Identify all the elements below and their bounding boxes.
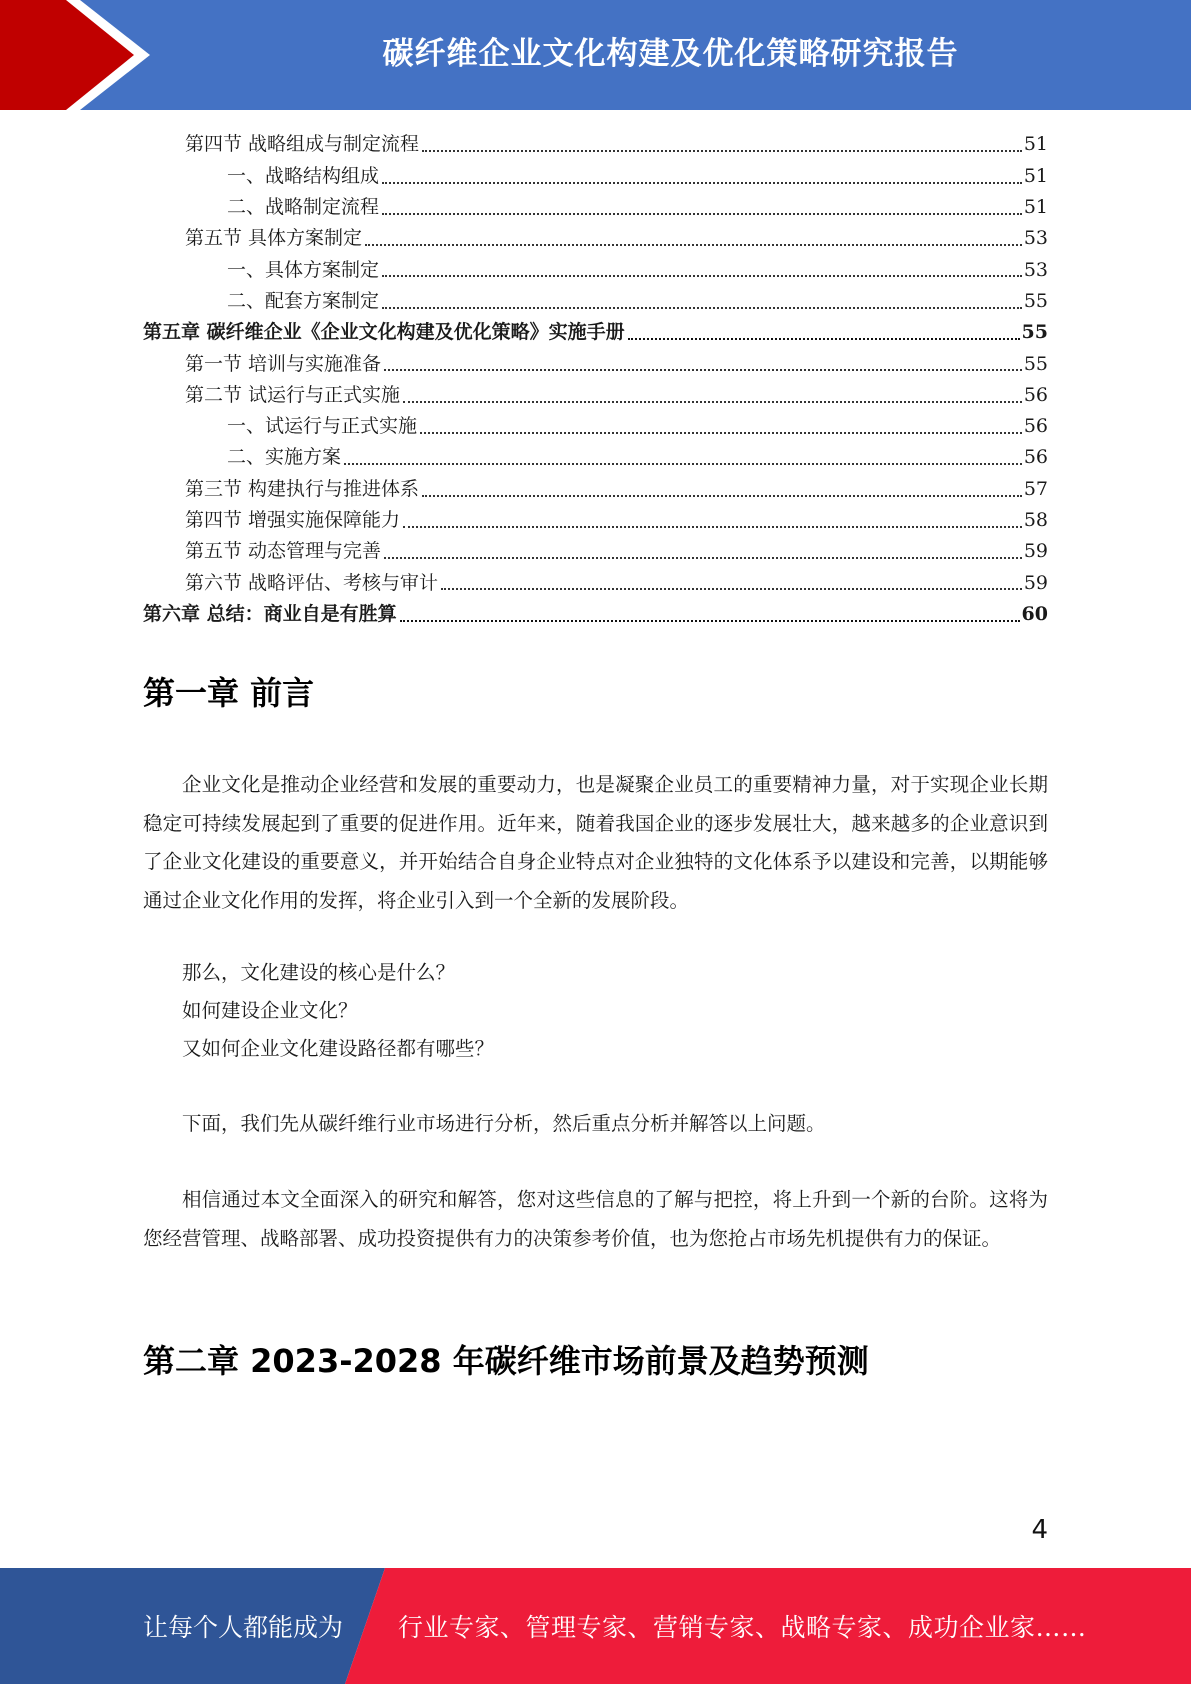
toc-entry-page: 55 bbox=[1021, 321, 1048, 344]
toc-entry-label: 二、战略制定流程 bbox=[227, 196, 380, 219]
table-of-contents bbox=[143, 128, 1048, 629]
toc-entry-label: 第五节 具体方案制定 bbox=[185, 227, 363, 250]
body-paragraph: 那么，文化建设的核心是什么？ bbox=[182, 961, 456, 984]
toc-entry[interactable] bbox=[143, 378, 1048, 409]
toc-entry-label: 第三节 构建执行与推进体系 bbox=[185, 477, 420, 500]
report-title: 碳纤维企业文化构建及优化策略研究报告 bbox=[382, 35, 959, 72]
toc-entry-page: 56 bbox=[1023, 415, 1048, 438]
toc-entry-label: 第一节 培训与实施准备 bbox=[185, 352, 382, 375]
toc-entry-page: 51 bbox=[1023, 133, 1048, 156]
toc-entry[interactable] bbox=[143, 284, 1048, 315]
toc-entry-page: 53 bbox=[1023, 227, 1048, 250]
toc-entry-page: 56 bbox=[1023, 446, 1048, 469]
toc-dot-leader bbox=[628, 338, 1020, 340]
toc-entry-page: 53 bbox=[1023, 258, 1048, 281]
footer-slogan-right: 行业专家、管理专家、营销专家、战略专家、成功企业家…… bbox=[398, 1613, 1087, 1642]
toc-entry-page: 59 bbox=[1023, 540, 1048, 563]
page-footer bbox=[0, 1568, 1191, 1684]
toc-entry[interactable] bbox=[143, 535, 1048, 566]
toc-entry[interactable] bbox=[143, 128, 1048, 159]
toc-entry-label: 第五节 动态管理与完善 bbox=[185, 540, 382, 563]
toc-entry-page: 51 bbox=[1023, 196, 1048, 219]
toc-entry-page: 55 bbox=[1023, 352, 1048, 375]
toc-entry-page: 55 bbox=[1023, 289, 1048, 312]
page-header bbox=[0, 0, 1191, 110]
toc-dot-leader bbox=[365, 244, 1022, 246]
footer-slogan-left: 让每个人都能成为 bbox=[143, 1613, 344, 1642]
toc-entry[interactable] bbox=[143, 191, 1048, 222]
chapter-heading: 第一章 前言 bbox=[143, 674, 315, 712]
toc-entry[interactable] bbox=[143, 566, 1048, 597]
toc-entry-label: 一、试运行与正式实施 bbox=[227, 415, 418, 438]
toc-entry-label: 第二节 试运行与正式实施 bbox=[185, 383, 401, 406]
toc-dot-leader bbox=[441, 588, 1022, 590]
toc-entry-page: 51 bbox=[1023, 164, 1048, 187]
toc-entry[interactable] bbox=[143, 222, 1048, 253]
toc-dot-leader bbox=[422, 150, 1022, 152]
toc-entry-page: 60 bbox=[1021, 602, 1048, 625]
toc-entry-page: 58 bbox=[1023, 509, 1048, 532]
toc-dot-leader bbox=[403, 401, 1022, 403]
toc-entry-page: 56 bbox=[1023, 383, 1048, 406]
toc-entry[interactable] bbox=[143, 316, 1048, 347]
toc-entry-label: 第六章 总结：商业自是有胜算 bbox=[143, 602, 397, 625]
toc-dot-leader bbox=[382, 213, 1022, 215]
toc-dot-leader bbox=[382, 307, 1022, 309]
toc-entry-label: 一、具体方案制定 bbox=[227, 258, 380, 281]
body-paragraph: 企业文化是推动企业经营和发展的重要动力，也是凝聚企业员工的重要精神力量，对于实现企业长期稳定可持续发展起到了重要的促进作用。近年来，随着我国企业的逐步发展壮大，越来越多的企业意识到了企业文化建设的重要意义，并开始结合自身企业特点对企业独特的文化体系予以建设和完善，以期能够通过企业文化作用的发挥，将企业引入到一个全新的发展阶段。 bbox=[143, 773, 1048, 912]
chapter-heading: 第二章 2023-2028 年碳纤维市场前景及趋势预测 bbox=[143, 1342, 869, 1380]
toc-dot-leader bbox=[382, 182, 1022, 184]
toc-entry-label: 第四节 战略组成与制定流程 bbox=[185, 133, 420, 156]
toc-dot-leader bbox=[384, 369, 1022, 371]
toc-entry-label: 第四节 增强实施保障能力 bbox=[185, 509, 401, 532]
toc-dot-leader bbox=[403, 526, 1022, 528]
body-paragraph: 又如何企业文化建设路径都有哪些？ bbox=[182, 1037, 495, 1060]
toc-entry[interactable] bbox=[143, 472, 1048, 503]
toc-dot-leader bbox=[344, 463, 1022, 465]
toc-entry[interactable] bbox=[143, 253, 1048, 284]
toc-dot-leader bbox=[400, 620, 1020, 622]
toc-entry-page: 57 bbox=[1023, 477, 1048, 500]
toc-entry-label: 二、配套方案制定 bbox=[227, 289, 380, 312]
toc-entry-page: 59 bbox=[1023, 571, 1048, 594]
toc-entry[interactable] bbox=[143, 347, 1048, 378]
body-paragraph: 相信通过本文全面深入的研究和解答，您对这些信息的了解与把控，将上升到一个新的台阶。这将为您经营管理、战略部署、成功投资提供有力的决策参考价值，也为您抢占市场先机提供有力的保证。 bbox=[143, 1188, 1048, 1250]
toc-entry[interactable] bbox=[143, 410, 1048, 441]
toc-entry[interactable] bbox=[143, 441, 1048, 472]
body-paragraph: 下面，我们先从碳纤维行业市场进行分析，然后重点分析并解答以上问题。 bbox=[182, 1112, 826, 1135]
toc-entry-label: 第五章 碳纤维企业《企业文化构建及优化策略》实施手册 bbox=[143, 321, 625, 344]
body-paragraph: 如何建设企业文化？ bbox=[182, 999, 358, 1022]
toc-dot-leader bbox=[420, 432, 1022, 434]
toc-entry[interactable] bbox=[143, 504, 1048, 535]
page-number: 4 bbox=[1031, 1515, 1048, 1545]
toc-entry-label: 二、实施方案 bbox=[227, 446, 342, 469]
toc-dot-leader bbox=[422, 495, 1022, 497]
toc-entry[interactable] bbox=[143, 597, 1048, 628]
toc-dot-leader bbox=[384, 557, 1022, 559]
toc-entry-label: 第六节 战略评估、考核与审计 bbox=[185, 571, 439, 594]
toc-entry[interactable] bbox=[143, 159, 1048, 190]
toc-entry-label: 一、战略结构组成 bbox=[227, 164, 380, 187]
toc-dot-leader bbox=[382, 275, 1022, 277]
